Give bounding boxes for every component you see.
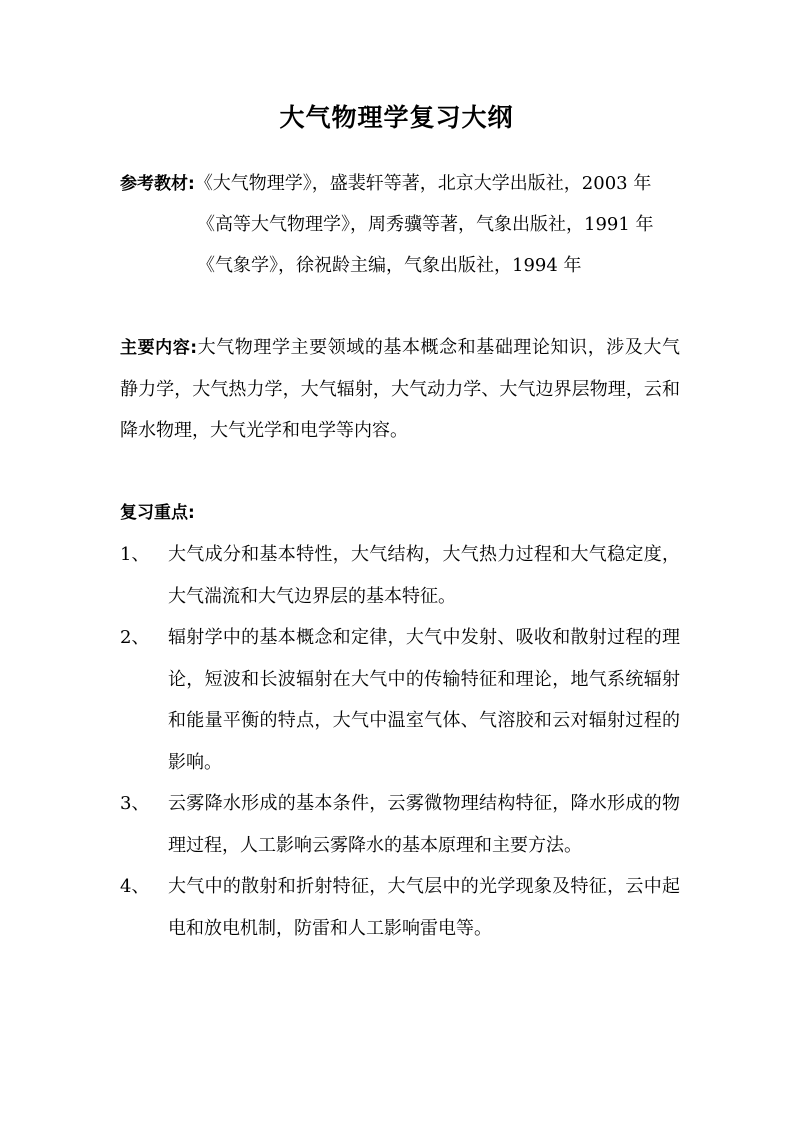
list-item (120, 866, 680, 949)
main-content-text: 大气物理学主要领域的基本概念和基础理论知识，涉及大气静力学，大气热力学，大气辐射，大气动力学、大气边界层物理，云和降水物理，大气光学和电学等内容。 (120, 337, 680, 441)
reference-text: 《大气物理学》，盛裴轩等著，北京大学出版社，2003 年 (194, 173, 652, 194)
list-item-text: 辐射学中的基本概念和定律，大气中发射、吸收和散射过程的理论，短波和长波辐射在大气中的传输特征和理论，地气系统辐射和能量平衡的特点，大气中温室气体、气溶胶和云对辐射过程的影响。 (168, 627, 680, 773)
list-item-text: 云雾降水形成的基本条件，云雾微物理结构特征，降水形成的物理过程，人工影响云雾降水的基本原理和主要方法。 (168, 793, 680, 856)
document-title: 大气物理学复习大纲 (279, 103, 514, 132)
list-item-number: 2、 (120, 627, 150, 648)
list-item-text: 大气成分和基本特性，大气结构，大气热力过程和大气稳定度，大气湍流和大气边界层的基本特征。 (168, 544, 680, 607)
list-item-number: 4、 (120, 876, 150, 897)
review-points-list (120, 534, 680, 949)
references-section (120, 163, 680, 286)
list-item (120, 534, 680, 617)
reference-item: 《高等大气物理学》，周秀骥等著，气象出版社，1991 年 (197, 214, 654, 235)
list-item (120, 617, 680, 783)
list-item-text: 大气中的散射和折射特征，大气层中的光学现象及特征，云中起电和放电机制，防雷和人工影响雷电等。 (168, 876, 680, 939)
references-label: 参考教材: (120, 174, 195, 194)
list-item (120, 783, 680, 866)
list-item-number: 1、 (120, 544, 150, 565)
main-content-section (120, 327, 680, 451)
reference-item: 《气象学》，徐祝龄主编，气象出版社，1994 年 (197, 255, 582, 276)
review-points-heading: 复习重点: (120, 503, 195, 523)
list-item-number: 3、 (120, 793, 150, 814)
main-content-label: 主要内容: (120, 338, 198, 358)
reference-item (120, 163, 680, 204)
